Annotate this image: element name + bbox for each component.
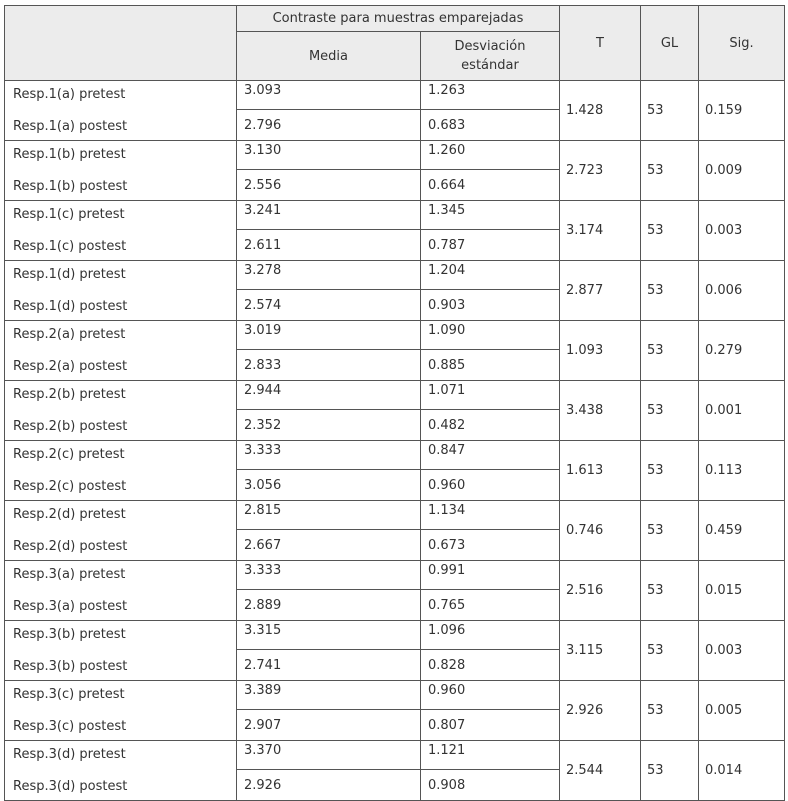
media-pretest: 3.333 xyxy=(237,441,421,470)
sig-value: 0.159 xyxy=(699,81,785,141)
sd-postest: 0.765 xyxy=(421,590,560,621)
pretest-label: Resp.3(a) pretest xyxy=(13,567,126,582)
sd-postest: 0.908 xyxy=(421,770,560,801)
t-value: 2.544 xyxy=(560,741,641,801)
postest-label: Resp.1(b) postest xyxy=(13,179,128,194)
pretest-label: Resp.3(d) pretest xyxy=(13,747,126,762)
sig-value: 0.003 xyxy=(699,621,785,681)
gl-value: 53 xyxy=(641,501,699,561)
sd-postest: 0.828 xyxy=(421,650,560,681)
media-pretest: 3.019 xyxy=(237,321,421,350)
media-postest: 2.741 xyxy=(237,650,421,681)
row-label-cell xyxy=(5,681,237,741)
media-postest: 2.611 xyxy=(237,230,421,261)
header-t: T xyxy=(560,6,641,81)
media-postest: 2.907 xyxy=(237,710,421,741)
media-pretest: 3.241 xyxy=(237,201,421,230)
row-label-cell xyxy=(5,561,237,621)
pretest-label: Resp.1(c) pretest xyxy=(13,207,125,222)
paired-samples-table xyxy=(4,5,785,801)
pretest-label: Resp.1(d) pretest xyxy=(13,267,126,282)
media-pretest: 3.278 xyxy=(237,261,421,290)
table-row xyxy=(5,321,785,350)
sig-value: 0.001 xyxy=(699,381,785,441)
pretest-label: Resp.3(c) pretest xyxy=(13,687,125,702)
pretest-label: Resp.2(b) pretest xyxy=(13,387,126,402)
media-postest: 2.574 xyxy=(237,290,421,321)
media-postest: 3.056 xyxy=(237,470,421,501)
header-sig: Sig. xyxy=(699,6,785,81)
table-body xyxy=(5,81,785,801)
sd-postest: 0.807 xyxy=(421,710,560,741)
header-desviacion-line2: estándar xyxy=(461,58,519,73)
row-label-cell xyxy=(5,381,237,441)
sd-postest: 0.885 xyxy=(421,350,560,381)
media-pretest: 3.130 xyxy=(237,141,421,170)
t-value: 2.926 xyxy=(560,681,641,741)
sig-value: 0.279 xyxy=(699,321,785,381)
sd-postest: 0.960 xyxy=(421,470,560,501)
sd-pretest: 1.260 xyxy=(421,141,560,170)
sd-postest: 0.683 xyxy=(421,110,560,141)
media-postest: 2.889 xyxy=(237,590,421,621)
table-row xyxy=(5,81,785,110)
sig-value: 0.113 xyxy=(699,441,785,501)
postest-label: Resp.2(c) postest xyxy=(13,479,127,494)
table-row xyxy=(5,261,785,290)
table-row xyxy=(5,741,785,770)
row-label-cell xyxy=(5,141,237,201)
t-value: 2.516 xyxy=(560,561,641,621)
t-value: 0.746 xyxy=(560,501,641,561)
table-row xyxy=(5,501,785,530)
row-label-cell xyxy=(5,81,237,141)
gl-value: 53 xyxy=(641,381,699,441)
pretest-label: Resp.3(b) pretest xyxy=(13,627,126,642)
sd-pretest: 1.204 xyxy=(421,261,560,290)
header-desviacion-line1: Desviación xyxy=(454,39,526,54)
gl-value: 53 xyxy=(641,201,699,261)
row-label-cell xyxy=(5,201,237,261)
sd-postest: 0.664 xyxy=(421,170,560,201)
row-label-cell xyxy=(5,621,237,681)
gl-value: 53 xyxy=(641,261,699,321)
postest-label: Resp.2(d) postest xyxy=(13,539,128,554)
table-row xyxy=(5,201,785,230)
table-row xyxy=(5,141,785,170)
gl-value: 53 xyxy=(641,141,699,201)
sig-value: 0.014 xyxy=(699,741,785,801)
postest-label: Resp.1(d) postest xyxy=(13,299,128,314)
gl-value: 53 xyxy=(641,321,699,381)
postest-label: Resp.3(c) postest xyxy=(13,719,127,734)
table-row xyxy=(5,381,785,410)
sig-value: 0.006 xyxy=(699,261,785,321)
sd-postest: 0.482 xyxy=(421,410,560,441)
t-value: 1.428 xyxy=(560,81,641,141)
header-blank-cell xyxy=(5,6,237,81)
media-pretest: 2.815 xyxy=(237,501,421,530)
header-desviacion xyxy=(421,32,560,81)
postest-label: Resp.3(d) postest xyxy=(13,779,128,794)
t-value: 2.723 xyxy=(560,141,641,201)
pretest-label: Resp.1(b) pretest xyxy=(13,147,126,162)
gl-value: 53 xyxy=(641,621,699,681)
media-postest: 2.833 xyxy=(237,350,421,381)
sig-value: 0.015 xyxy=(699,561,785,621)
pretest-label: Resp.2(a) pretest xyxy=(13,327,126,342)
sig-value: 0.003 xyxy=(699,201,785,261)
sd-pretest: 1.071 xyxy=(421,381,560,410)
t-value: 2.877 xyxy=(560,261,641,321)
row-label-cell xyxy=(5,501,237,561)
gl-value: 53 xyxy=(641,441,699,501)
media-postest: 2.352 xyxy=(237,410,421,441)
postest-label: Resp.3(b) postest xyxy=(13,659,128,674)
table-row xyxy=(5,561,785,590)
sd-postest: 0.903 xyxy=(421,290,560,321)
gl-value: 53 xyxy=(641,561,699,621)
gl-value: 53 xyxy=(641,681,699,741)
row-label-cell xyxy=(5,741,237,801)
pretest-label: Resp.2(d) pretest xyxy=(13,507,126,522)
media-postest: 2.796 xyxy=(237,110,421,141)
table-row xyxy=(5,441,785,470)
header-group-label: Contraste para muestras emparejadas xyxy=(237,6,560,32)
postest-label: Resp.3(a) postest xyxy=(13,599,128,614)
postest-label: Resp.2(a) postest xyxy=(13,359,128,374)
sd-pretest: 1.134 xyxy=(421,501,560,530)
sd-pretest: 0.960 xyxy=(421,681,560,710)
postest-label: Resp.2(b) postest xyxy=(13,419,128,434)
header-media: Media xyxy=(237,32,421,81)
media-pretest: 3.315 xyxy=(237,621,421,650)
table-row xyxy=(5,681,785,710)
row-label-cell xyxy=(5,261,237,321)
gl-value: 53 xyxy=(641,81,699,141)
media-postest: 2.556 xyxy=(237,170,421,201)
media-pretest: 3.389 xyxy=(237,681,421,710)
sd-pretest: 1.096 xyxy=(421,621,560,650)
t-value: 3.174 xyxy=(560,201,641,261)
media-pretest: 3.370 xyxy=(237,741,421,770)
media-pretest: 3.333 xyxy=(237,561,421,590)
media-pretest: 3.093 xyxy=(237,81,421,110)
media-postest: 2.667 xyxy=(237,530,421,561)
sd-pretest: 1.263 xyxy=(421,81,560,110)
media-postest: 2.926 xyxy=(237,770,421,801)
sd-postest: 0.787 xyxy=(421,230,560,261)
sd-pretest: 0.847 xyxy=(421,441,560,470)
pretest-label: Resp.1(a) pretest xyxy=(13,87,126,102)
sd-pretest: 1.090 xyxy=(421,321,560,350)
row-label-cell xyxy=(5,441,237,501)
stats-table-container xyxy=(4,5,785,801)
t-value: 3.115 xyxy=(560,621,641,681)
sig-value: 0.459 xyxy=(699,501,785,561)
t-value: 3.438 xyxy=(560,381,641,441)
postest-label: Resp.1(a) postest xyxy=(13,119,128,134)
sig-value: 0.005 xyxy=(699,681,785,741)
media-pretest: 2.944 xyxy=(237,381,421,410)
gl-value: 53 xyxy=(641,741,699,801)
sd-pretest: 1.345 xyxy=(421,201,560,230)
sd-pretest: 0.991 xyxy=(421,561,560,590)
postest-label: Resp.1(c) postest xyxy=(13,239,127,254)
table-row xyxy=(5,621,785,650)
row-label-cell xyxy=(5,321,237,381)
header-gl: GL xyxy=(641,6,699,81)
t-value: 1.093 xyxy=(560,321,641,381)
sig-value: 0.009 xyxy=(699,141,785,201)
sd-pretest: 1.121 xyxy=(421,741,560,770)
sd-postest: 0.673 xyxy=(421,530,560,561)
pretest-label: Resp.2(c) pretest xyxy=(13,447,125,462)
t-value: 1.613 xyxy=(560,441,641,501)
